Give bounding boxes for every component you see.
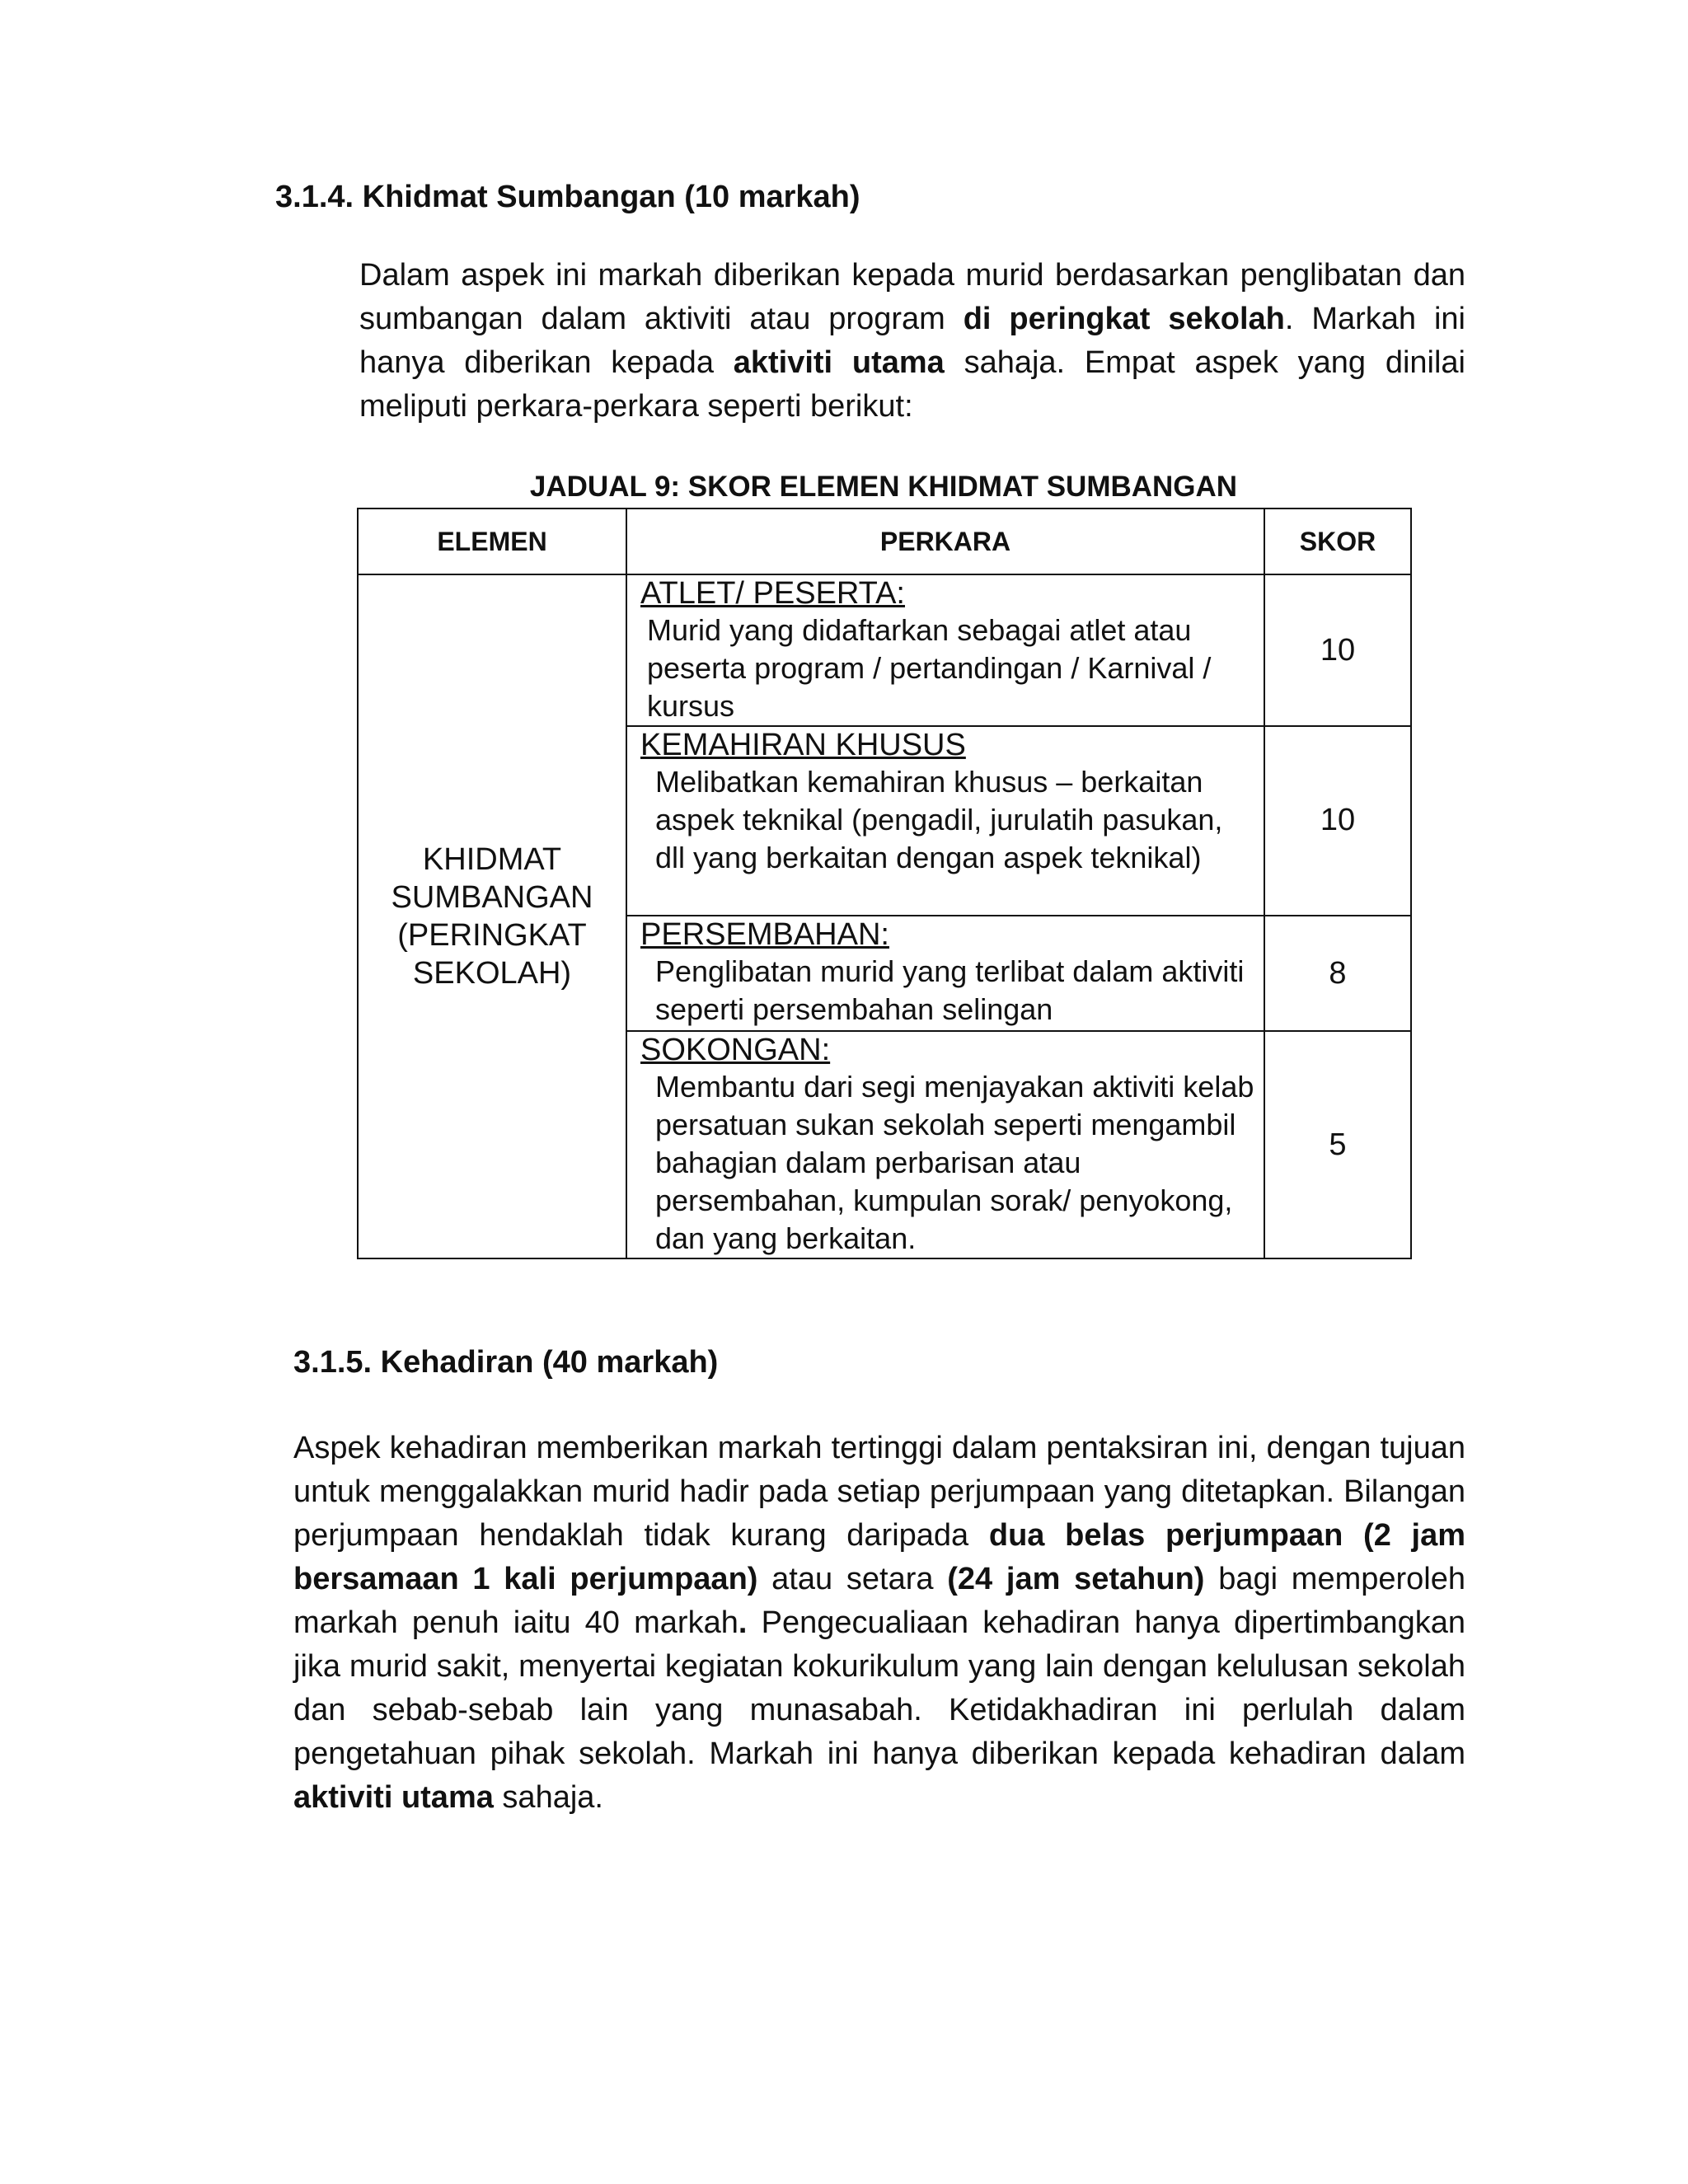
paragraph-bold-text: .: [738, 1605, 748, 1640]
header-skor: SKOR: [1264, 509, 1411, 574]
perkara-description: Membantu dari segi menjayakan aktiviti kelab persatuan sukan sekolah seperti mengambil bahagian dalam perbarisan atau persembahan, kumpulan sorak/ penyokong, dan yang berkaitan.: [655, 1070, 1254, 1255]
paragraph-text: bagi memperoleh markah penuh iaitu 40 markah: [293, 1562, 1465, 1640]
table-row: [358, 574, 1411, 726]
skor-cell: 5: [1264, 1031, 1411, 1258]
perkara-title: KEMAHIRAN KHUSUS: [640, 728, 966, 762]
paragraph-bold-text: dua belas perjumpaan (2 jam bersamaan 1 kali perjumpaan): [293, 1518, 1466, 1596]
skor-cell: 10: [1264, 574, 1411, 726]
paragraph-text: sahaja.: [493, 1780, 603, 1815]
section-heading-khidmat-sumbangan: 3.1.4. Khidmat Sumbangan (10 markah): [275, 180, 860, 214]
paragraph-text: Pengecualiaan kehadiran hanya dipertimbangkan jika murid sakit, menyertai kegiatan kokurikulum yang lain dengan kelulusan sekolah dan sebab-sebab lain yang munasabah. Ketidakhadiran ini perlulah dalam pengetahuan pihak sekolah. Markah ini hanya diberikan kepada kehadiran dalam: [293, 1605, 1465, 1771]
elemen-line: KHIDMAT: [422, 842, 562, 877]
paragraph-bold-text: aktiviti utama: [293, 1780, 494, 1815]
paragraph-bold-text: di peringkat sekolah: [963, 302, 1285, 336]
elemen-line: (PERINGKAT: [397, 918, 587, 953]
paragraph-text: Aspek kehadiran memberikan markah tertinggi dalam pentaksiran ini, dengan tujuan untuk menggalakkan murid hadir pada setiap perjumpaan yang ditetapkan. Bilangan perjumpaan hendaklah tidak kurang daripada: [293, 1431, 1465, 1553]
perkara-cell: [626, 1031, 1264, 1258]
skor-cell: 10: [1264, 726, 1411, 916]
paragraph-bold-text: (24 jam setahun): [947, 1562, 1205, 1596]
perkara-description: Murid yang didaftarkan sebagai atlet atau peserta program / pertandingan / Karnival / kursus: [647, 613, 1212, 723]
perkara-title: ATLET/ PESERTA:: [640, 576, 905, 611]
perkara-cell: [626, 574, 1264, 726]
skor-table: [357, 508, 1412, 1259]
table-caption: JADUAL 9: SKOR ELEMEN KHIDMAT SUMBANGAN: [529, 471, 1238, 503]
paragraph-text: Dalam aspek ini markah diberikan kepada murid berdasarkan penglibatan dan sumbangan dalam aktiviti atau program: [359, 258, 1465, 336]
paragraph-khidmat-sumbangan: [359, 254, 1465, 429]
perkara-title: PERSEMBAHAN:: [640, 917, 889, 952]
perkara-cell: [626, 726, 1264, 916]
table-header-row: [358, 509, 1411, 574]
paragraph-text: sahaja. Empat aspek yang dinilai meliputi perkara-perkara seperti berikut:: [359, 345, 1465, 424]
elemen-cell: [358, 574, 626, 1258]
perkara-title: SOKONGAN:: [640, 1033, 831, 1067]
elemen-line: SEKOLAH): [412, 956, 572, 991]
paragraph-bold-text: aktiviti utama: [733, 345, 945, 380]
header-perkara: PERKARA: [626, 509, 1264, 574]
paragraph-kehadiran: [293, 1427, 1465, 1820]
perkara-description: Melibatkan kemahiran khusus – berkaitan aspek teknikal (pengadil, jurulatih pasukan, dll yang berkaitan dengan aspek teknikal): [655, 765, 1223, 874]
paragraph-text: atau setara: [757, 1562, 948, 1596]
paragraph-text: . Markah ini hanya diberikan kepada: [359, 302, 1465, 380]
perkara-description: Penglibatan murid yang terlibat dalam aktiviti seperti persembahan selingan: [655, 954, 1245, 1026]
section-heading-kehadiran: 3.1.5. Kehadiran (40 markah): [293, 1345, 719, 1380]
elemen-line: SUMBANGAN: [391, 880, 593, 915]
header-elemen: ELEMEN: [358, 509, 626, 574]
perkara-cell: [626, 916, 1264, 1031]
skor-cell: 8: [1264, 916, 1411, 1031]
